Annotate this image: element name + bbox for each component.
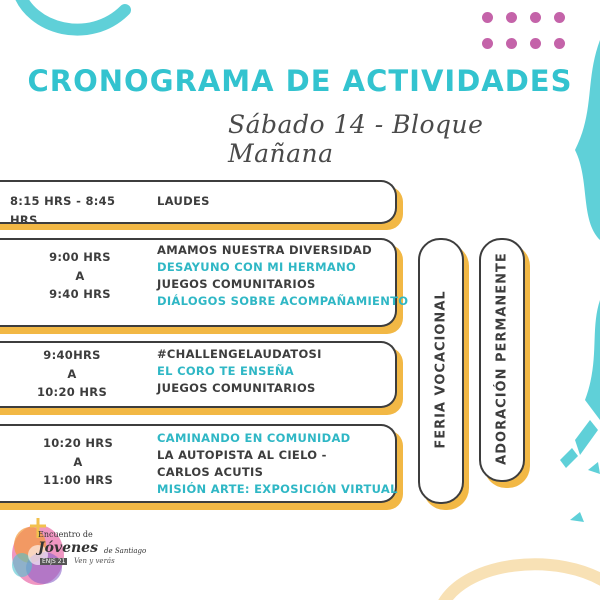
logo-text: de Santiago [104, 547, 147, 555]
activity-item: JUEGOS COMUNITARIOS [157, 277, 316, 291]
side-column-feria-vocacional [418, 238, 470, 510]
side-column-label: ADORACIÓN PERMANENTE [494, 252, 510, 465]
page-title: CRONOGRAMA DE ACTIVIDADES [27, 64, 573, 98]
logo-text: Jóvenes [38, 540, 98, 556]
activity-item: DESAYUNO CON MI HERMANO [157, 260, 357, 274]
logo-text: Ven y verás [74, 557, 115, 565]
time-range: 10:20 HRS A 11:00 HRS [42, 436, 114, 487]
activity-item: CARLOS ACUTIS [157, 465, 264, 479]
logo-text: ENJS 21 [42, 558, 66, 565]
activity-item: #CHALLENGELAUDATOSI [157, 347, 322, 361]
activity-item: DIÁLOGOS SOBRE ACOMPAÑAMIENTO [157, 294, 409, 308]
side-column-adoracion-permanente [479, 238, 531, 488]
schedule-block-3 [0, 341, 405, 415]
activity-item: LA AUTOPISTA AL CIELO - [157, 448, 327, 462]
activity-item: LAUDES [157, 194, 210, 208]
side-column-label: FERIA VOCACIONAL [433, 290, 449, 449]
schedule-block-1 [0, 180, 405, 230]
schedule-block-4 [0, 424, 405, 510]
activity-item: JUEGOS COMUNITARIOS [157, 381, 316, 395]
activity-item: AMAMOS NUESTRA DIVERSIDAD [157, 243, 372, 257]
logo-text: Encuentro de [38, 530, 93, 539]
activity-item: CAMINANDO EN COMUNIDAD [157, 431, 351, 445]
activity-item: EL CORO TE ENSEÑA [157, 364, 294, 378]
page-subtitle: Sábado 14 - Bloque Mañana [228, 110, 484, 168]
time-range: 9:40HRS A 10:20 HRS [36, 348, 108, 399]
time-range: 8:15 HRS - 8:45 HRS [10, 194, 116, 227]
time-range: 9:00 HRS A 9:40 HRS [49, 250, 111, 301]
schedule-block-2 [0, 238, 409, 334]
activity-item: MISIÓN ARTE: EXPOSICIÓN VIRTUAL [157, 482, 398, 496]
decorative-dots [482, 12, 582, 54]
